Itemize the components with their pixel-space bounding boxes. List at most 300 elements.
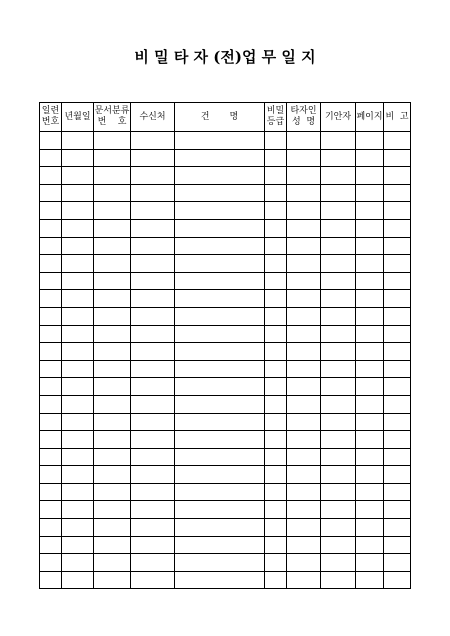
- cell-secret-grade[interactable]: [265, 255, 287, 273]
- cell-typist-name[interactable]: [287, 325, 321, 343]
- cell-drafter[interactable]: [321, 202, 356, 220]
- cell-recipient[interactable]: [131, 184, 175, 202]
- cell-serial-no[interactable]: [40, 167, 62, 185]
- cell-date[interactable]: [62, 272, 94, 290]
- cell-date[interactable]: [62, 149, 94, 167]
- cell-recipient[interactable]: [131, 290, 175, 308]
- cell-serial-no[interactable]: [40, 395, 62, 413]
- cell-date[interactable]: [62, 466, 94, 484]
- cell-drafter[interactable]: [321, 325, 356, 343]
- cell-recipient[interactable]: [131, 167, 175, 185]
- cell-drafter[interactable]: [321, 149, 356, 167]
- cell-page[interactable]: [356, 483, 384, 501]
- cell-doc-class-no[interactable]: [94, 448, 131, 466]
- cell-typist-name[interactable]: [287, 184, 321, 202]
- cell-remarks[interactable]: [384, 167, 411, 185]
- work-log-table: [39, 102, 411, 589]
- cell-doc-class-no[interactable]: [94, 519, 131, 537]
- cell-secret-grade[interactable]: [265, 536, 287, 554]
- cell-secret-grade[interactable]: [265, 431, 287, 449]
- cell-recipient[interactable]: [131, 219, 175, 237]
- cell-typist-name[interactable]: [287, 307, 321, 325]
- table-row: [40, 554, 411, 572]
- cell-typist-name[interactable]: [287, 501, 321, 519]
- cell-secret-grade[interactable]: [265, 483, 287, 501]
- cell-drafter[interactable]: [321, 571, 356, 589]
- cell-subject[interactable]: [175, 237, 265, 255]
- cell-remarks[interactable]: [384, 483, 411, 501]
- cell-subject[interactable]: [175, 343, 265, 361]
- cell-subject[interactable]: [175, 360, 265, 378]
- cell-page[interactable]: [356, 325, 384, 343]
- cell-secret-grade[interactable]: [265, 413, 287, 431]
- cell-secret-grade[interactable]: [265, 290, 287, 308]
- table-row: [40, 255, 411, 273]
- cell-doc-class-no[interactable]: [94, 255, 131, 273]
- table-row: [40, 501, 411, 519]
- cell-doc-class-no[interactable]: [94, 132, 131, 150]
- cell-secret-grade[interactable]: [265, 167, 287, 185]
- table-row: [40, 536, 411, 554]
- cell-remarks[interactable]: [384, 519, 411, 537]
- cell-page[interactable]: [356, 343, 384, 361]
- table-row: [40, 431, 411, 449]
- cell-remarks[interactable]: [384, 395, 411, 413]
- cell-subject[interactable]: [175, 219, 265, 237]
- cell-drafter[interactable]: [321, 290, 356, 308]
- cell-page[interactable]: [356, 395, 384, 413]
- cell-serial-no[interactable]: [40, 554, 62, 572]
- cell-typist-name[interactable]: [287, 536, 321, 554]
- cell-serial-no[interactable]: [40, 202, 62, 220]
- cell-remarks[interactable]: [384, 184, 411, 202]
- cell-subject[interactable]: [175, 378, 265, 396]
- cell-secret-grade[interactable]: [265, 202, 287, 220]
- cell-doc-class-no[interactable]: [94, 325, 131, 343]
- cell-secret-grade[interactable]: [265, 132, 287, 150]
- cell-page[interactable]: [356, 202, 384, 220]
- cell-doc-class-no[interactable]: [94, 536, 131, 554]
- cell-recipient[interactable]: [131, 483, 175, 501]
- cell-serial-no[interactable]: [40, 290, 62, 308]
- cell-date[interactable]: [62, 431, 94, 449]
- cell-subject[interactable]: [175, 448, 265, 466]
- cell-recipient[interactable]: [131, 519, 175, 537]
- cell-typist-name[interactable]: [287, 395, 321, 413]
- cell-subject[interactable]: [175, 255, 265, 273]
- cell-typist-name[interactable]: [287, 167, 321, 185]
- cell-date[interactable]: [62, 202, 94, 220]
- table-row: [40, 466, 411, 484]
- cell-doc-class-no[interactable]: [94, 167, 131, 185]
- cell-remarks[interactable]: [384, 571, 411, 589]
- cell-subject[interactable]: [175, 272, 265, 290]
- cell-typist-name[interactable]: [287, 202, 321, 220]
- cell-remarks[interactable]: [384, 132, 411, 150]
- table-row: [40, 219, 411, 237]
- table-row: [40, 167, 411, 185]
- cell-typist-name[interactable]: [287, 378, 321, 396]
- cell-drafter[interactable]: [321, 448, 356, 466]
- cell-doc-class-no[interactable]: [94, 272, 131, 290]
- cell-subject[interactable]: [175, 501, 265, 519]
- table-row: [40, 237, 411, 255]
- cell-subject[interactable]: [175, 413, 265, 431]
- cell-recipient[interactable]: [131, 571, 175, 589]
- cell-remarks[interactable]: [384, 378, 411, 396]
- cell-doc-class-no[interactable]: [94, 554, 131, 572]
- cell-recipient[interactable]: [131, 413, 175, 431]
- cell-subject[interactable]: [175, 202, 265, 220]
- cell-secret-grade[interactable]: [265, 360, 287, 378]
- cell-secret-grade[interactable]: [265, 307, 287, 325]
- table-row: [40, 395, 411, 413]
- cell-serial-no[interactable]: [40, 307, 62, 325]
- cell-doc-class-no[interactable]: [94, 501, 131, 519]
- cell-drafter[interactable]: [321, 378, 356, 396]
- table-row: [40, 272, 411, 290]
- cell-doc-class-no[interactable]: [94, 184, 131, 202]
- cell-date[interactable]: [62, 448, 94, 466]
- cell-date[interactable]: [62, 237, 94, 255]
- cell-page[interactable]: [356, 413, 384, 431]
- cell-typist-name[interactable]: [287, 571, 321, 589]
- cell-drafter[interactable]: [321, 237, 356, 255]
- cell-serial-no[interactable]: [40, 571, 62, 589]
- cell-secret-grade[interactable]: [265, 554, 287, 572]
- table-row: [40, 290, 411, 308]
- cell-serial-no[interactable]: [40, 466, 62, 484]
- cell-drafter[interactable]: [321, 413, 356, 431]
- cell-secret-grade[interactable]: [265, 272, 287, 290]
- cell-date[interactable]: [62, 325, 94, 343]
- table-row: [40, 483, 411, 501]
- header-doc-class-no: 문서분류 번 호: [94, 103, 131, 132]
- cell-date[interactable]: [62, 501, 94, 519]
- cell-typist-name[interactable]: [287, 290, 321, 308]
- cell-drafter[interactable]: [321, 483, 356, 501]
- cell-recipient[interactable]: [131, 149, 175, 167]
- cell-secret-grade[interactable]: [265, 219, 287, 237]
- cell-serial-no[interactable]: [40, 483, 62, 501]
- cell-remarks[interactable]: [384, 343, 411, 361]
- cell-remarks[interactable]: [384, 272, 411, 290]
- cell-page[interactable]: [356, 290, 384, 308]
- cell-drafter[interactable]: [321, 501, 356, 519]
- cell-page[interactable]: [356, 571, 384, 589]
- table-row: [40, 413, 411, 431]
- cell-typist-name[interactable]: [287, 448, 321, 466]
- cell-date[interactable]: [62, 571, 94, 589]
- document-title: 비 밀 타 자 (전)업 무 일 지: [134, 48, 316, 66]
- cell-serial-no[interactable]: [40, 272, 62, 290]
- cell-typist-name[interactable]: [287, 554, 321, 572]
- cell-drafter[interactable]: [321, 307, 356, 325]
- header-secret-grade: 비밀 등급: [265, 103, 287, 132]
- table-row: [40, 184, 411, 202]
- cell-typist-name[interactable]: [287, 237, 321, 255]
- cell-subject[interactable]: [175, 149, 265, 167]
- cell-remarks[interactable]: [384, 448, 411, 466]
- cell-subject[interactable]: [175, 483, 265, 501]
- cell-drafter[interactable]: [321, 536, 356, 554]
- cell-drafter[interactable]: [321, 132, 356, 150]
- cell-secret-grade[interactable]: [265, 149, 287, 167]
- cell-typist-name[interactable]: [287, 149, 321, 167]
- cell-page[interactable]: [356, 149, 384, 167]
- cell-secret-grade[interactable]: [265, 395, 287, 413]
- cell-recipient[interactable]: [131, 554, 175, 572]
- cell-doc-class-no[interactable]: [94, 202, 131, 220]
- cell-recipient[interactable]: [131, 501, 175, 519]
- table-body: [40, 132, 411, 589]
- cell-subject[interactable]: [175, 554, 265, 572]
- table-row: [40, 325, 411, 343]
- cell-page[interactable]: [356, 501, 384, 519]
- cell-date[interactable]: [62, 132, 94, 150]
- cell-remarks[interactable]: [384, 466, 411, 484]
- cell-page[interactable]: [356, 237, 384, 255]
- header-serial-no: 일련 번호: [40, 103, 62, 132]
- cell-typist-name[interactable]: [287, 360, 321, 378]
- cell-serial-no[interactable]: [40, 360, 62, 378]
- cell-recipient[interactable]: [131, 448, 175, 466]
- table-row: [40, 448, 411, 466]
- cell-doc-class-no[interactable]: [94, 431, 131, 449]
- cell-page[interactable]: [356, 554, 384, 572]
- cell-typist-name[interactable]: [287, 519, 321, 537]
- cell-date[interactable]: [62, 519, 94, 537]
- table-row: [40, 149, 411, 167]
- cell-serial-no[interactable]: [40, 219, 62, 237]
- cell-drafter[interactable]: [321, 343, 356, 361]
- cell-recipient[interactable]: [131, 378, 175, 396]
- cell-date[interactable]: [62, 413, 94, 431]
- table-row: [40, 307, 411, 325]
- cell-secret-grade[interactable]: [265, 325, 287, 343]
- cell-drafter[interactable]: [321, 255, 356, 273]
- cell-recipient[interactable]: [131, 325, 175, 343]
- cell-serial-no[interactable]: [40, 431, 62, 449]
- cell-subject[interactable]: [175, 132, 265, 150]
- cell-remarks[interactable]: [384, 255, 411, 273]
- cell-recipient[interactable]: [131, 132, 175, 150]
- cell-serial-no[interactable]: [40, 149, 62, 167]
- cell-doc-class-no[interactable]: [94, 149, 131, 167]
- cell-page[interactable]: [356, 219, 384, 237]
- cell-page[interactable]: [356, 448, 384, 466]
- cell-remarks[interactable]: [384, 325, 411, 343]
- cell-recipient[interactable]: [131, 307, 175, 325]
- cell-date[interactable]: [62, 343, 94, 361]
- table-row: [40, 132, 411, 150]
- cell-subject[interactable]: [175, 184, 265, 202]
- cell-remarks[interactable]: [384, 202, 411, 220]
- cell-secret-grade[interactable]: [265, 343, 287, 361]
- cell-subject[interactable]: [175, 431, 265, 449]
- cell-doc-class-no[interactable]: [94, 395, 131, 413]
- cell-drafter[interactable]: [321, 272, 356, 290]
- cell-secret-grade[interactable]: [265, 237, 287, 255]
- cell-secret-grade[interactable]: [265, 571, 287, 589]
- cell-drafter[interactable]: [321, 431, 356, 449]
- cell-secret-grade[interactable]: [265, 501, 287, 519]
- cell-subject[interactable]: [175, 519, 265, 537]
- cell-recipient[interactable]: [131, 202, 175, 220]
- cell-page[interactable]: [356, 431, 384, 449]
- cell-date[interactable]: [62, 395, 94, 413]
- cell-subject[interactable]: [175, 290, 265, 308]
- cell-serial-no[interactable]: [40, 325, 62, 343]
- cell-page[interactable]: [356, 184, 384, 202]
- cell-remarks[interactable]: [384, 290, 411, 308]
- table-row: [40, 571, 411, 589]
- cell-subject[interactable]: [175, 325, 265, 343]
- cell-drafter[interactable]: [321, 466, 356, 484]
- cell-page[interactable]: [356, 167, 384, 185]
- header-drafter: 기안자: [321, 103, 356, 132]
- cell-page[interactable]: [356, 466, 384, 484]
- header-subject: 건 명: [175, 103, 265, 132]
- cell-serial-no[interactable]: [40, 237, 62, 255]
- table-row: [40, 343, 411, 361]
- cell-secret-grade[interactable]: [265, 466, 287, 484]
- cell-date[interactable]: [62, 554, 94, 572]
- cell-doc-class-no[interactable]: [94, 466, 131, 484]
- cell-recipient[interactable]: [131, 360, 175, 378]
- cell-subject[interactable]: [175, 395, 265, 413]
- cell-page[interactable]: [356, 536, 384, 554]
- cell-remarks[interactable]: [384, 149, 411, 167]
- cell-remarks[interactable]: [384, 501, 411, 519]
- cell-typist-name[interactable]: [287, 343, 321, 361]
- cell-drafter[interactable]: [321, 219, 356, 237]
- cell-subject[interactable]: [175, 571, 265, 589]
- cell-remarks[interactable]: [384, 554, 411, 572]
- header-recipient: 수신처: [131, 103, 175, 132]
- cell-serial-no[interactable]: [40, 184, 62, 202]
- cell-typist-name[interactable]: [287, 466, 321, 484]
- cell-drafter[interactable]: [321, 184, 356, 202]
- cell-date[interactable]: [62, 184, 94, 202]
- cell-serial-no[interactable]: [40, 501, 62, 519]
- table-row: [40, 202, 411, 220]
- cell-recipient[interactable]: [131, 255, 175, 273]
- cell-date[interactable]: [62, 536, 94, 554]
- table-row: [40, 378, 411, 396]
- cell-page[interactable]: [356, 272, 384, 290]
- cell-typist-name[interactable]: [287, 413, 321, 431]
- cell-drafter[interactable]: [321, 395, 356, 413]
- header-typist-name: 타자인 성 명: [287, 103, 321, 132]
- cell-doc-class-no[interactable]: [94, 378, 131, 396]
- cell-date[interactable]: [62, 167, 94, 185]
- cell-date[interactable]: [62, 360, 94, 378]
- cell-subject[interactable]: [175, 167, 265, 185]
- cell-serial-no[interactable]: [40, 413, 62, 431]
- cell-drafter[interactable]: [321, 167, 356, 185]
- cell-secret-grade[interactable]: [265, 184, 287, 202]
- cell-remarks[interactable]: [384, 413, 411, 431]
- cell-serial-no[interactable]: [40, 132, 62, 150]
- table-row: [40, 519, 411, 537]
- cell-doc-class-no[interactable]: [94, 360, 131, 378]
- cell-serial-no[interactable]: [40, 519, 62, 537]
- table-header-row: [40, 103, 411, 132]
- cell-serial-no[interactable]: [40, 448, 62, 466]
- cell-secret-grade[interactable]: [265, 519, 287, 537]
- cell-serial-no[interactable]: [40, 378, 62, 396]
- cell-secret-grade[interactable]: [265, 448, 287, 466]
- cell-typist-name[interactable]: [287, 219, 321, 237]
- cell-recipient[interactable]: [131, 272, 175, 290]
- cell-subject[interactable]: [175, 466, 265, 484]
- cell-remarks[interactable]: [384, 536, 411, 554]
- cell-subject[interactable]: [175, 307, 265, 325]
- cell-doc-class-no[interactable]: [94, 237, 131, 255]
- cell-doc-class-no[interactable]: [94, 483, 131, 501]
- cell-recipient[interactable]: [131, 466, 175, 484]
- cell-doc-class-no[interactable]: [94, 571, 131, 589]
- header-remarks: 비 고: [384, 103, 411, 132]
- cell-date[interactable]: [62, 378, 94, 396]
- cell-drafter[interactable]: [321, 360, 356, 378]
- cell-typist-name[interactable]: [287, 483, 321, 501]
- cell-doc-class-no[interactable]: [94, 307, 131, 325]
- cell-recipient[interactable]: [131, 395, 175, 413]
- cell-remarks[interactable]: [384, 431, 411, 449]
- header-page: 페이지: [356, 103, 384, 132]
- cell-serial-no[interactable]: [40, 255, 62, 273]
- cell-typist-name[interactable]: [287, 272, 321, 290]
- cell-drafter[interactable]: [321, 554, 356, 572]
- cell-page[interactable]: [356, 378, 384, 396]
- cell-recipient[interactable]: [131, 431, 175, 449]
- cell-date[interactable]: [62, 483, 94, 501]
- cell-remarks[interactable]: [384, 307, 411, 325]
- cell-remarks[interactable]: [384, 360, 411, 378]
- cell-date[interactable]: [62, 255, 94, 273]
- cell-page[interactable]: [356, 307, 384, 325]
- cell-remarks[interactable]: [384, 237, 411, 255]
- table-row: [40, 360, 411, 378]
- cell-recipient[interactable]: [131, 343, 175, 361]
- cell-typist-name[interactable]: [287, 255, 321, 273]
- cell-remarks[interactable]: [384, 219, 411, 237]
- cell-drafter[interactable]: [321, 519, 356, 537]
- cell-typist-name[interactable]: [287, 132, 321, 150]
- cell-page[interactable]: [356, 132, 384, 150]
- cell-page[interactable]: [356, 519, 384, 537]
- cell-doc-class-no[interactable]: [94, 290, 131, 308]
- cell-doc-class-no[interactable]: [94, 413, 131, 431]
- cell-recipient[interactable]: [131, 237, 175, 255]
- cell-date[interactable]: [62, 290, 94, 308]
- cell-secret-grade[interactable]: [265, 378, 287, 396]
- cell-recipient[interactable]: [131, 536, 175, 554]
- cell-date[interactable]: [62, 219, 94, 237]
- cell-page[interactable]: [356, 360, 384, 378]
- cell-subject[interactable]: [175, 536, 265, 554]
- cell-typist-name[interactable]: [287, 431, 321, 449]
- cell-serial-no[interactable]: [40, 536, 62, 554]
- header-date: 년월일: [62, 103, 94, 132]
- cell-date[interactable]: [62, 307, 94, 325]
- cell-serial-no[interactable]: [40, 343, 62, 361]
- cell-doc-class-no[interactable]: [94, 219, 131, 237]
- cell-doc-class-no[interactable]: [94, 343, 131, 361]
- cell-page[interactable]: [356, 255, 384, 273]
